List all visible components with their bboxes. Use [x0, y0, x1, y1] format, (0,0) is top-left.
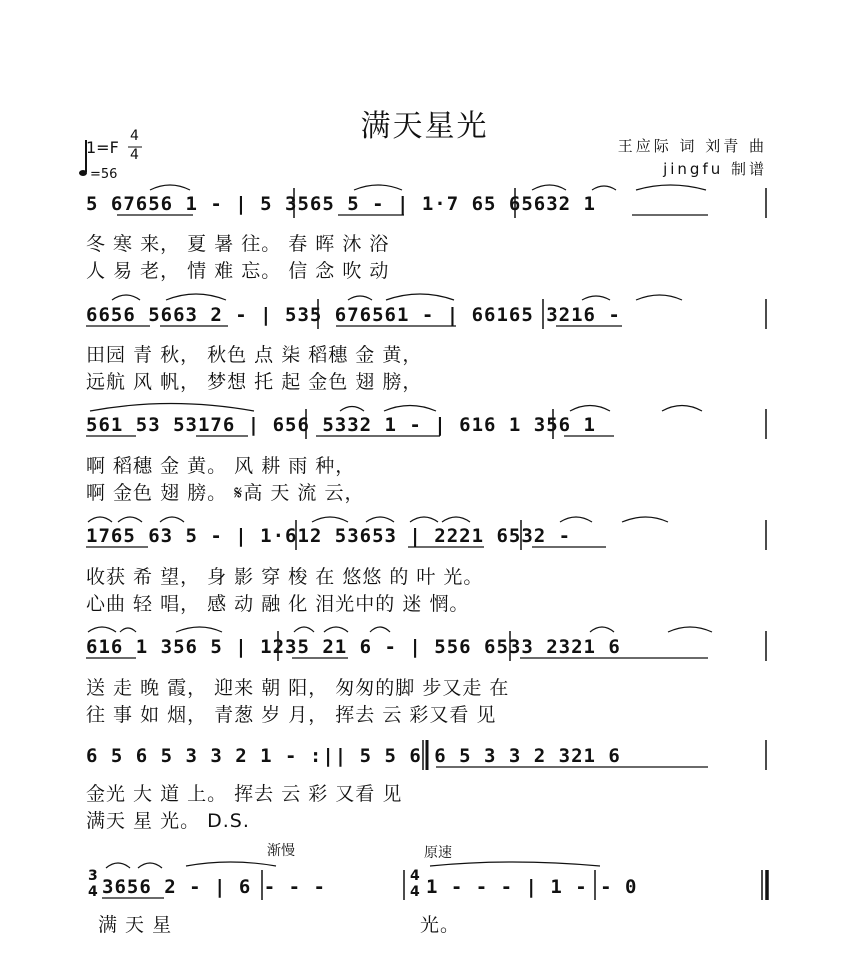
slur	[120, 628, 136, 632]
system-3-lyric-verse-1: 啊 稻穗 金 黄。 风 耕 雨 种，	[86, 455, 356, 477]
system-5-lyric-verse-2: 往 事 如 烟， 青葱 岁 月， 挥去 云 彩又看 见	[86, 704, 497, 726]
slur	[176, 627, 222, 632]
system-4-lyric-verse-1: 收获 希 望， 身 影 穿 梭 在 悠悠 的 叶 光。	[86, 566, 484, 588]
slur	[662, 406, 702, 412]
slur	[324, 627, 348, 632]
system-6-lyric-verse-1: 金光 大 道 上。 挥去 云 彩 又看 见	[86, 783, 403, 805]
page-title: 满天星光	[360, 109, 489, 144]
slur	[348, 296, 372, 300]
slur	[622, 517, 668, 522]
time-signature-bottom: 4	[130, 147, 139, 163]
slur	[668, 627, 712, 632]
slur	[430, 862, 600, 866]
time-signature-3-4-top: 3	[88, 868, 98, 884]
time-signature-top: 4	[130, 128, 139, 144]
slur	[294, 627, 314, 632]
slur	[88, 517, 112, 522]
system-7-lyric-part-1: 满 天 星	[98, 914, 173, 936]
slur	[106, 863, 130, 868]
system-1-notes: 5 67656 1 - | 5 3565 5 - | 1·7 65 65632 1	[86, 193, 596, 215]
slur	[410, 517, 438, 522]
time-signature-4-4-top: 4	[410, 868, 420, 884]
a-tempo-marking: 原速	[424, 845, 452, 861]
slur	[88, 627, 116, 632]
lyricist-composer-credit: 王应际 词 刘青 曲	[617, 137, 767, 155]
tempo-note-head	[79, 170, 87, 176]
slur	[590, 627, 614, 632]
slur	[570, 406, 610, 412]
system-6-lyric-verse-2: 满天 星 光。 D.S.	[86, 810, 250, 832]
slur	[160, 517, 184, 522]
slur	[186, 862, 276, 866]
system-7-notes-part-1: 3656 2 - | 6 - - -	[102, 876, 326, 898]
slur	[112, 295, 140, 300]
system-4-lyric-verse-2: 心曲 轻 唱， 感 动 融 化 泪光中的 迷 惘。	[86, 593, 470, 615]
slur	[636, 185, 706, 190]
slur	[370, 627, 390, 632]
slur	[340, 407, 364, 412]
slur	[312, 517, 348, 522]
system-2-lyric-verse-1: 田园 青 秋， 秋色 点 柒 稻穗 金 黄，	[86, 344, 423, 366]
slur	[150, 185, 190, 190]
time-signature-3-4-bottom: 4	[88, 884, 98, 900]
slur	[386, 294, 454, 300]
slur	[532, 185, 566, 190]
system-4-notes: 1765 63 5 - | 1·612 53653 | 2221 6532 -	[86, 525, 572, 547]
system-1-lyric-verse-2: 人 易 老， 情 难 忘。 信 念 吹 动	[86, 260, 390, 282]
slur	[582, 296, 610, 300]
slur	[166, 294, 226, 300]
slur	[560, 517, 592, 522]
slur	[592, 186, 616, 190]
slur	[90, 404, 254, 412]
transcriber-credit: jingfu 制谱	[663, 160, 767, 178]
slur	[366, 517, 394, 522]
system-2-notes: 6656 5663 2 - | 535 676561 - | 66165 3216 -	[86, 304, 621, 326]
system-3-notes: 561 53 53176 | 656 5332 1 - | 616 1 356 1	[86, 414, 596, 436]
slur	[636, 295, 682, 300]
key-signature: 1=F	[86, 138, 119, 157]
system-2-lyric-verse-2: 远航 风 帆， 梦想 托 起 金色 翅 膀，	[86, 371, 423, 393]
system-5-notes: 616 1 356 5 | 1235 21 6 - | 556 6533 2321 6	[86, 636, 621, 658]
system-6-notes: 6 5 6 5 3 3 2 1 - :|| 5 5 6 6 5 3 3 2 321 6	[86, 745, 621, 767]
slur	[354, 185, 402, 190]
tempo-marking: =56	[90, 167, 118, 182]
system-1-lyric-verse-1: 冬 寒 来， 夏 暑 往。 春 晖 沐 浴	[86, 233, 390, 255]
system-7-notes-part-2: 1 - - - | 1 - - 0	[426, 876, 638, 898]
system-3-lyric-verse-2: 啊 金色 翅 膀。 𝄋高 天 流 云，	[86, 482, 365, 504]
slur	[384, 406, 436, 412]
system-5-lyric-verse-1: 送 走 晚 霞， 迎来 朝 阳， 匆匆的脚 步又走 在	[86, 677, 510, 699]
system-7-lyric-part-2: 光。	[420, 914, 461, 936]
slur	[118, 517, 142, 522]
time-signature-4-4-bottom: 4	[410, 884, 420, 900]
slur	[138, 863, 162, 868]
slur	[442, 517, 470, 522]
ritardando-marking: 渐慢	[267, 843, 295, 859]
